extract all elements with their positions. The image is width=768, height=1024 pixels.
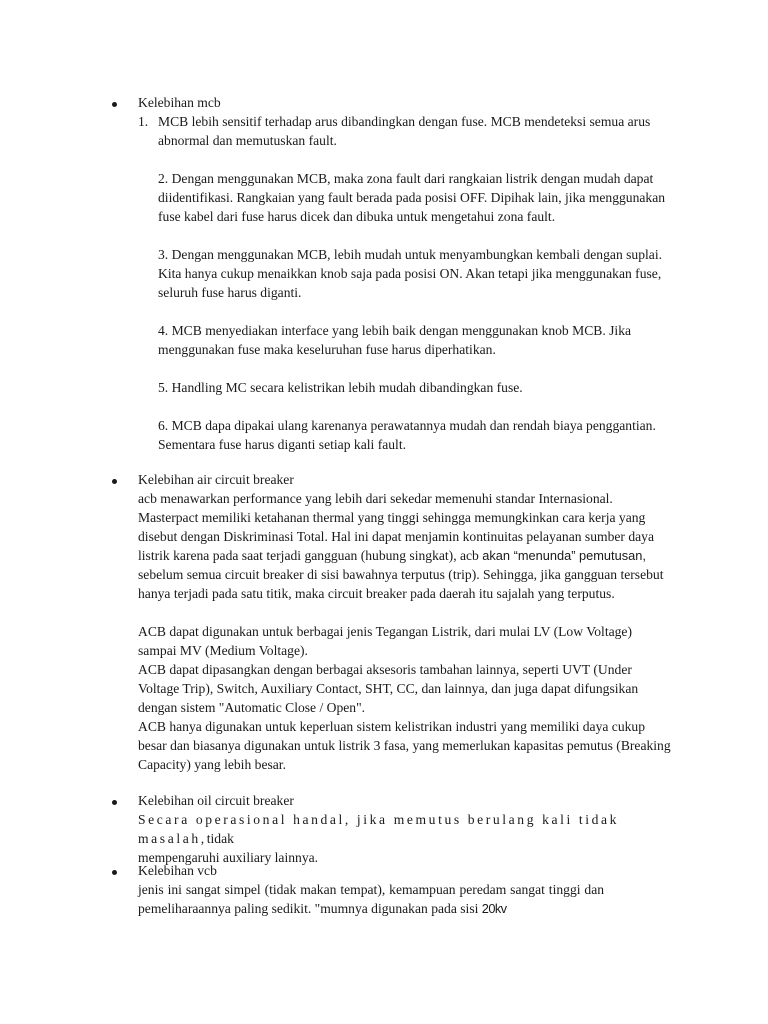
bullet-icon	[110, 861, 118, 880]
section-vcb	[110, 861, 690, 918]
section-heading: Kelebihan mcb	[138, 95, 221, 110]
bullet-icon	[110, 93, 118, 112]
bullet-item-acb	[110, 470, 690, 774]
item-number: 1.	[138, 114, 149, 129]
numbered-item-1	[110, 112, 690, 150]
paragraph-line: 4. MCB menyediakan interface yang lebih baik dengan menggunakan knob MCB. Jika	[158, 323, 632, 338]
text-run: 20kv	[481, 901, 507, 916]
paragraph-line: besar dan biasanya digunakan untuk listrik 3 fasa, yang memerlukan kapasitas pemutus (Breaking	[138, 738, 671, 753]
text-run: Secara operasional handal, jika memutus berulang kali tidak masalah,	[138, 812, 620, 846]
paragraph-line: hanya terjadi pada satu titik, maka circuit breaker pada daerah itu sajalah yang terputus.	[138, 586, 615, 601]
paragraph-item-4	[110, 321, 690, 359]
paragraph-line: Voltage Trip), Switch, Auxiliary Contact, SHT, CC, dan lainnya, dan juga dapat difungsikan	[138, 681, 639, 696]
paragraph-line: 2. Dengan menggunakan MCB, maka zona fault dari rangkaian listrik dengan mudah dapat	[158, 171, 654, 186]
paragraph-line: Kita hanya cukup menaikkan knob saja pada posisi ON. Akan tetapi jika menggunakan fuse,	[158, 266, 662, 281]
text-run: akan “menunda” pemutusan,	[482, 548, 646, 563]
paragraph-line	[138, 546, 690, 565]
paragraph-item-6	[110, 416, 690, 454]
paragraph-line: disebut dengan Diskriminasi Total. Hal ini dapat menjamin kontinuitas pelayanan sumber daya	[138, 529, 654, 544]
paragraph-line: Sementara fuse harus diganti setiap kali fault.	[158, 437, 407, 452]
paragraph-line: Masterpact memiliki ketahanan thermal yang tinggi sehingga memungkinkan cara kerja yang	[138, 510, 646, 525]
bullet-item-vcb	[110, 861, 690, 918]
bullet-item-ocb	[110, 791, 690, 867]
paragraph-line: sebelum semua circuit breaker di sisi bawahnya terputus (trip). Sehingga, jika gangguan tersebut	[138, 567, 664, 582]
bullet-icon	[110, 470, 118, 489]
paragraph-line	[138, 810, 690, 848]
paragraph-line	[138, 899, 690, 918]
paragraph-line: menggunakan fuse maka keseluruhan fuse harus diperhatikan.	[158, 342, 496, 357]
paragraph-line: abnormal dan memutuskan fault.	[158, 133, 337, 148]
paragraph-line: ACB dapat dipasangkan dengan berbagai aksesoris tambahan lainnya, seperti UVT (Under	[138, 662, 632, 677]
paragraph-line: MCB lebih sensitif terhadap arus dibandingkan dengan fuse. MCB mendeteksi semua arus	[158, 114, 651, 129]
text-run: listrik karena pada saat terjadi gangguan (hubung singkat), acb	[138, 548, 483, 563]
section-heading: Kelebihan air circuit breaker	[138, 472, 294, 487]
paragraph-line: dengan sistem "Automatic Close / Open".	[138, 700, 366, 715]
paragraph-line: sampai MV (Medium Voltage).	[138, 643, 308, 658]
section-mcb	[110, 93, 690, 454]
paragraph-item-2	[110, 169, 690, 226]
section-ocb	[110, 791, 690, 867]
paragraph-line: 5. Handling MC secara kelistrikan lebih mudah dibandingkan fuse.	[158, 380, 523, 395]
paragraph-item-5	[110, 378, 690, 397]
paragraph-line: jenis ini sangat simpel (tidak makan tempat), kemampuan peredam sangat tinggi dan	[138, 882, 605, 897]
bullet-item-mcb	[110, 93, 690, 112]
text-run: pemeliharaannya paling sedikit. "mumnya digunakan pada sisi	[138, 901, 482, 916]
paragraph-line: 6. MCB dapa dipakai ulang karenanya perawatannya mudah dan rendah biaya penggantian.	[158, 418, 656, 433]
section-acb	[110, 470, 690, 774]
text-run: tidak	[206, 831, 234, 846]
paragraph-line: 3. Dengan menggunakan MCB, lebih mudah untuk menyambungkan kembali dengan suplai.	[158, 247, 663, 262]
paragraph-line: diidentifikasi. Rangkaian yang fault berada pada posisi OFF. Dipihak lain, jika menggunakan	[158, 190, 666, 205]
paragraph-line: Capacity) yang lebih besar.	[138, 757, 286, 772]
paragraph-line: mempengaruhi auxiliary lainnya.	[138, 850, 319, 865]
paragraph-item-3	[110, 245, 690, 302]
paragraph-line: ACB dapat digunakan untuk berbagai jenis Tegangan Listrik, dari mulai LV (Low Voltage)	[138, 624, 632, 639]
bullet-icon	[110, 791, 118, 810]
paragraph-line: seluruh fuse harus diganti.	[158, 285, 302, 300]
paragraph-line: ACB hanya digunakan untuk keperluan sistem kelistrikan industri yang memiliki daya cukup	[138, 719, 646, 734]
section-heading: Kelebihan oil circuit breaker	[138, 793, 294, 808]
paragraph-line: fuse kabel dari fuse harus dicek dan dibuka untuk mengetahui zona fault.	[158, 209, 556, 224]
paragraph-line: acb menawarkan performance yang lebih dari sekedar memenuhi standar Internasional.	[138, 491, 613, 506]
section-heading: Kelebihan vcb	[138, 863, 217, 878]
